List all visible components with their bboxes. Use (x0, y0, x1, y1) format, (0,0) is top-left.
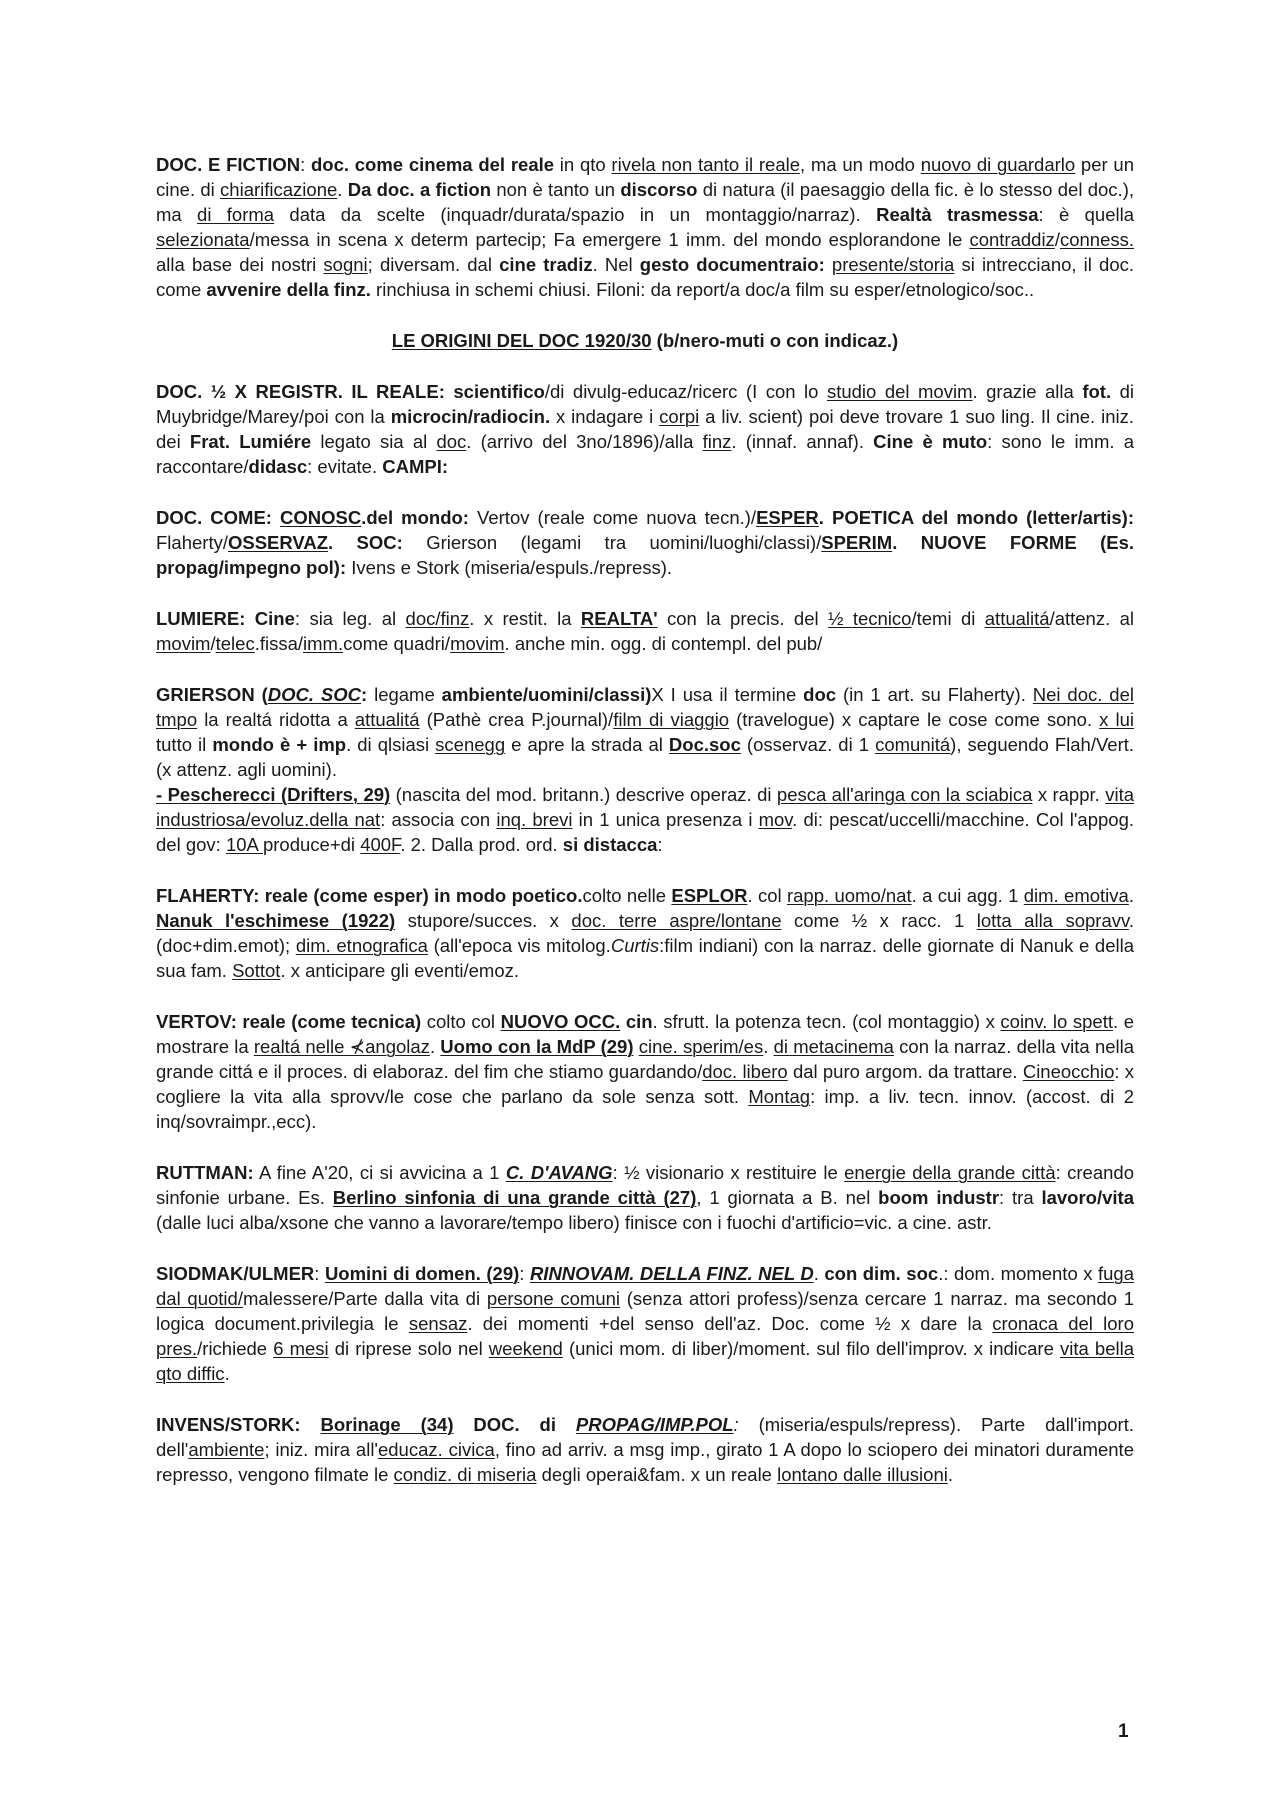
text-run: di forma (197, 204, 275, 225)
text-run: a liv. scient) poi deve trovare 1 suo ling. Il cine. iniz. dei (156, 406, 1134, 452)
text-run: didasc (248, 456, 308, 477)
text-run: vita industriosa/evoluz.della nat (156, 784, 1134, 830)
text-run: ESPER (756, 507, 819, 528)
text-run: telec (215, 633, 255, 654)
paragraph-invens-stork (156, 1412, 1134, 1487)
text-run: la realtá ridotta a (197, 709, 355, 730)
text-run: . (947, 1464, 953, 1485)
text-run: gesto documentraio: (639, 254, 825, 275)
text-run: : (733, 1414, 739, 1435)
text-run: INVENS/STORK: (156, 1414, 321, 1435)
text-run: X I usa il termine (651, 684, 804, 705)
text-run: . sfrutt. la potenza tecn. (col montaggio) x (652, 1011, 1001, 1032)
text-run: Realtà trasmessa (876, 204, 1039, 225)
text-run: (nascita del mod. britann.) descrive operaz. di (390, 784, 777, 805)
text-run: DOC. ½ X REGISTR. IL REALE: scientifico (156, 381, 545, 402)
text-run: (osservaz. di 1 (740, 734, 876, 755)
text-run: LUMIERE: Cine (156, 608, 295, 629)
text-run: (travelogue) x captare le cose come sono. (729, 709, 1100, 730)
text-run: legame (367, 684, 442, 705)
text-run: ambiente (188, 1439, 265, 1460)
text-run: 10A (225, 834, 263, 855)
text-run: /messa in scena x determ partecip; Fa emergere 1 imm. del mondo esplorandone le (249, 229, 970, 250)
text-run: RUTTMAN: (156, 1162, 254, 1183)
text-run: alla base dei nostri (156, 254, 324, 275)
text-run: x rappr. (1032, 784, 1106, 805)
text-run: con dim. soc (824, 1263, 939, 1284)
text-run: selezionata (156, 229, 250, 250)
text-run: doc. come cinema del reale (310, 154, 555, 175)
text-run: weekend (488, 1338, 563, 1359)
text-run: Flaherty/ (156, 532, 228, 553)
text-run: Berlino sinfonia di una grande città (27) (332, 1187, 697, 1208)
text-run: cronaca del loro pres. (156, 1313, 1134, 1359)
text-run: doc (803, 684, 837, 705)
text-run: . SOC: (328, 532, 403, 553)
text-run: doc. terre aspre/lontane (571, 910, 782, 931)
text-run: x lui (1099, 709, 1134, 730)
text-run: , 1 giornata a B. nel (696, 1187, 879, 1208)
text-run: DOC. di (473, 1414, 576, 1435)
text-run: DOC. E FICTION (156, 154, 301, 175)
text-run: nuovo di guardarlo (920, 154, 1076, 175)
text-run: VERTOV: reale (come tecnica) (156, 1011, 422, 1032)
paragraph-flaherty (156, 883, 1134, 983)
text-run: . di qlsiasi (346, 734, 436, 755)
text-run: data da scelte (inquadr/durata/spazio in un montaggio/narraz). (274, 204, 877, 225)
text-run: movim (156, 633, 211, 654)
text-run: pesca all'aringa con la sciabica (776, 784, 1033, 805)
text-run: 6 mesi (273, 1338, 329, 1359)
text-run: film di viaggio (613, 709, 730, 730)
text-run: comunitá (875, 734, 951, 755)
text-run: DOC. SOC (267, 684, 361, 705)
text-run: Cine è muto (873, 431, 988, 452)
text-run: discorso (620, 179, 698, 200)
text-run: Vertov (reale come nuova tecn.)/ (468, 507, 757, 528)
text-run: colto nelle (582, 885, 672, 906)
text-run: di metacinema (773, 1036, 894, 1057)
text-run: sogni (323, 254, 368, 275)
text-run: legato sia al (311, 431, 437, 452)
text-run: malessere/Parte dalla vita di (242, 1288, 487, 1309)
text-run: stupore/succes. x (395, 910, 572, 931)
paragraph-ruttman (156, 1160, 1134, 1235)
text-run: CONOSC (280, 507, 362, 528)
text-run: rivela non tanto il reale (611, 154, 801, 175)
text-run: . (763, 1036, 774, 1057)
text-run (453, 1414, 473, 1435)
text-run: lavoro/vita (1041, 1187, 1134, 1208)
text-run: Frat. Lumiére (189, 431, 312, 452)
text-run: con la narraz. della vita nella grande cittá e il proces. di elaboraz. del fim che stiamo guardando/ (156, 1036, 1135, 1082)
text-run: ; iniz. mira all' (264, 1439, 378, 1460)
page-number: 1 (1118, 1721, 1129, 1742)
text-run: cine tradiz (499, 254, 593, 275)
text-run: DOC. COME: (156, 507, 281, 528)
text-run: (unici mom. di liber)/moment. sul filo dell'improv. x indicare (562, 1338, 1060, 1359)
text-run: coinv. lo spett (1000, 1011, 1113, 1032)
text-run: : evitate. (307, 456, 383, 477)
text-run: degli operai&fam. x un reale (536, 1464, 778, 1485)
text-run: .fissa/ (254, 633, 304, 654)
text-run: RINNOVAM. DELLA FINZ. NEL D (529, 1263, 814, 1284)
text-run: SPERIM (821, 532, 893, 553)
text-run: REALTA' (580, 608, 658, 629)
text-run: . (429, 1036, 441, 1057)
text-run: NUOVO OCC. (500, 1011, 621, 1032)
text-run: mov (758, 809, 793, 830)
text-run: Borinage (34) (320, 1414, 454, 1435)
text-run: : (361, 684, 368, 705)
text-run: : tra (999, 1187, 1042, 1208)
text-run: doc/finz (405, 608, 470, 629)
text-run: inq. brevi (496, 809, 573, 830)
text-run: x indagare i (550, 406, 660, 427)
text-run: microcin/radiocin. (390, 406, 551, 427)
text-run: . (innaf. annaf). (731, 431, 874, 452)
text-run: / (210, 633, 216, 654)
paragraph-lumiere (156, 606, 1134, 656)
text-run: doc. libero (702, 1061, 788, 1082)
text-run: in qto (554, 154, 612, 175)
text-run: Sottot (232, 960, 281, 981)
text-run: boom industr (878, 1187, 1000, 1208)
text-run: avvenire della finz. (206, 279, 371, 300)
text-run: ESPLOR (671, 885, 748, 906)
text-run: FLAHERTY: reale (come esper) in modo poetico. (156, 885, 583, 906)
text-run: di riprese solo nel (328, 1338, 489, 1359)
text-run: ½ tecnico (828, 608, 912, 629)
text-run (825, 254, 832, 275)
text-run: . di: pescat/uccelli/macchine. Col l'appog. del gov: (156, 809, 1134, 855)
text-run: fuga dal quotid/ (156, 1263, 1135, 1309)
text-run: educaz. civica (377, 1439, 495, 1460)
text-run: Nei doc. del tmpo (156, 684, 1134, 730)
text-run: /temi di (911, 608, 985, 629)
text-run: : (657, 834, 663, 855)
text-run: chiarificazione (220, 179, 338, 200)
text-run: ambiente/uomini/classi) (441, 684, 652, 705)
text-run: OSSERVAZ (227, 532, 329, 553)
text-run: .: dom. momento x (938, 1263, 1098, 1284)
text-run: fot. (1082, 381, 1112, 402)
paragraph-vertov (156, 1009, 1134, 1134)
text-run: Montag (748, 1086, 811, 1107)
text-run: : sia leg. al (294, 608, 406, 629)
paragraph-doc-come (156, 505, 1134, 580)
text-run: (all'epoca vis mitolog. (427, 935, 611, 956)
text-run: come quadri/ (343, 633, 451, 654)
text-run: si distacca (562, 834, 658, 855)
text-run: Da doc. (347, 179, 415, 200)
text-run: di natura (il paesaggio della fic. è lo stesso del doc.), ma (156, 179, 1134, 225)
text-run: studio del movim (826, 381, 973, 402)
text-run: . (1128, 885, 1134, 906)
text-run: . POETICA del mondo (letter/artis): (818, 507, 1135, 528)
text-run: :film indiani) con la narraz. delle giornate di Nanuk e della sua fam. (156, 935, 1135, 981)
text-run: doc (436, 431, 467, 452)
text-run: 400F (360, 834, 401, 855)
text-run: di Muybridge/Marey/poi con la (156, 381, 1134, 427)
text-run: a fiction (419, 179, 492, 200)
text-run: . (arrivo del 3no/1896)/alla (466, 431, 703, 452)
text-run: . 2. Dalla prod. ord. (400, 834, 563, 855)
text-run: : (519, 1263, 530, 1284)
text-run: (b/nero-muti o con indicaz.) (651, 330, 899, 351)
text-run: Grierson (legami tra uomini/luoghi/classi)/ (402, 532, 822, 553)
text-run: SIODMAK/ULMER (156, 1263, 315, 1284)
text-run: /attenz. al (1049, 608, 1135, 629)
text-run: . e mostrare la (156, 1011, 1134, 1057)
text-run: finz (702, 431, 732, 452)
text-run: ), seguendo Flah/Vert. (x attenz. agli uomini). (156, 734, 1135, 780)
text-run: energie della grande città (844, 1162, 1056, 1183)
text-run: realtá nelle ⊀angolaz (253, 1036, 430, 1057)
text-run: lontano dalle illusioni (777, 1464, 948, 1485)
text-run: dim. emotiva (1023, 885, 1129, 906)
text-run: (dalle luci alba/xsone che vanno a lavorare/tempo libero) finisce con i fuochi d'artificio=vic. a cine. astr. (156, 1212, 992, 1233)
text-run: persone comuni (486, 1288, 621, 1309)
text-run: per un cine. di (156, 154, 1135, 200)
text-run: : (314, 1263, 325, 1284)
paragraph-doc-e-fiction (156, 152, 1134, 302)
text-run: . Nel (592, 254, 640, 275)
text-run: : x cogliere la vita alla sprovv/le cose che parlano da sole senza sott. (156, 1061, 1134, 1107)
text-run: . (337, 179, 348, 200)
text-run: : (300, 154, 311, 175)
text-run: rinchiusa in schemi chiusi. Filoni: da report/a doc/a film su esper/etnologico/soc.. (370, 279, 1035, 300)
text-run: Doc.soc (668, 734, 741, 755)
text-run: . (224, 1363, 230, 1384)
text-run: conness. (1059, 229, 1134, 250)
text-run: C. D'AVANG (505, 1162, 613, 1183)
text-run: . anche min. ogg. di contempl. del pub/ (504, 633, 823, 654)
text-run: in 1 unica presenza i (572, 809, 759, 830)
text-run: . dei momenti +del senso dell'az. Doc. come ½ x dare la (467, 1313, 993, 1334)
text-run: produce+di (262, 834, 361, 855)
text-run: : sono le imm. a raccontare/ (156, 431, 1135, 477)
text-run: , ma un modo (800, 154, 921, 175)
text-run: lotta alla sopravv (976, 910, 1129, 931)
text-run: non è tanto un (491, 179, 621, 200)
text-run: / (1054, 229, 1060, 250)
paragraph-grierson (156, 682, 1134, 857)
text-run: .del mondo: (361, 507, 469, 528)
text-run: Uomini di domen. (29) (324, 1263, 520, 1284)
text-run: (senza attori profess)/senza cercare 1 narraz. ma secondo 1 logica document.privilegia le (156, 1288, 1134, 1334)
text-run: imm. (303, 633, 344, 654)
text-run: . x anticipare gli eventi/emoz. (280, 960, 519, 981)
text-run: : creando sinfonie urbane. Es. (156, 1162, 1134, 1208)
text-run: vita bella qto diffic (156, 1338, 1134, 1384)
text-run: . (doc+dim.emot); (156, 910, 1134, 956)
text-run: : associa con (380, 809, 497, 830)
text-run: (miseria/espuls/repress). Parte dall'import. dell' (156, 1414, 1134, 1460)
text-run: con la precis. del (657, 608, 829, 629)
text-run: Nanuk l'eschimese (1922) (156, 910, 396, 931)
text-run: attualitá (354, 709, 420, 730)
text-run: cin (625, 1011, 653, 1032)
text-run: dim. etnografica (295, 935, 428, 956)
text-run: Curtis (610, 935, 660, 956)
text-run: dal puro argom. da trattare. (787, 1061, 1023, 1082)
text-run: . grazie alla (972, 381, 1083, 402)
text-run: movim (450, 633, 505, 654)
text-run: /di divulg-educaz/ricerc (I con lo (544, 381, 827, 402)
text-run: rapp. uomo/nat (786, 885, 912, 906)
text-run: (Pathè crea P.journal)/ (419, 709, 614, 730)
paragraph-siodmak-ulmer (156, 1261, 1134, 1386)
text-run: cine. sperim/es (638, 1036, 764, 1057)
text-run: LE ORIGINI DEL DOC 1920/30 (391, 330, 652, 351)
text-run: corpi (659, 406, 700, 427)
text-run: : è quella (1038, 204, 1134, 225)
text-run: si intrecciano, il doc. come (156, 254, 1135, 300)
text-run: presente/storia (831, 254, 955, 275)
text-run: sensaz (408, 1313, 468, 1334)
text-run: , fino ad arriv. a msg imp., girato 1 A dopo lo sciopero dei minatori duramente represso, vengono filmate le (156, 1439, 1134, 1485)
text-run: come ½ x racc. 1 (781, 910, 977, 931)
text-run: ; diversam. dal (367, 254, 500, 275)
text-run: . x restit. la (469, 608, 581, 629)
text-run: mondo è + imp (212, 734, 347, 755)
text-run: - Pescherecci (Drifters, 29) (156, 784, 391, 805)
text-run: attualitá (984, 608, 1050, 629)
text-run: condiz. di miseria (393, 1464, 537, 1485)
text-run: Uomo con la MdP (29) (440, 1036, 634, 1057)
text-run: . a cui agg. 1 (911, 885, 1024, 906)
text-run: : ½ visionario x restituire le (612, 1162, 845, 1183)
text-run: tutto il (156, 734, 213, 755)
text-run: colto col (421, 1011, 501, 1032)
text-run: . col (747, 885, 787, 906)
text-run: e apre la strada al (505, 734, 669, 755)
text-run: /richiede (197, 1338, 274, 1359)
text-run: (in 1 art. su Flaherty). (836, 684, 1033, 705)
text-run: CAMPI: (382, 456, 449, 477)
text-run: . (813, 1263, 825, 1284)
text-run: contraddiz (969, 229, 1055, 250)
text-run: : imp. a liv. tecn. innov. (accost. di 2 inq/sovraimpr.,ecc). (156, 1086, 1134, 1132)
text-run: Ivens e Stork (miseria/espuls./repress). (346, 557, 673, 578)
text-run: . NUOVE FORME (Es. propag/impegno pol): (156, 532, 1134, 578)
text-run: A fine A'20, ci si avvicina a 1 (253, 1162, 506, 1183)
text-run: Cineocchio (1022, 1061, 1115, 1082)
text-run: GRIERSON ( (156, 684, 268, 705)
text-run: PROPAG/IMP.POL (575, 1414, 734, 1435)
section-heading-origini (156, 328, 1134, 353)
document-page (156, 152, 1134, 1513)
paragraph-doc-registr-reale (156, 379, 1134, 479)
text-run: scenegg (435, 734, 506, 755)
